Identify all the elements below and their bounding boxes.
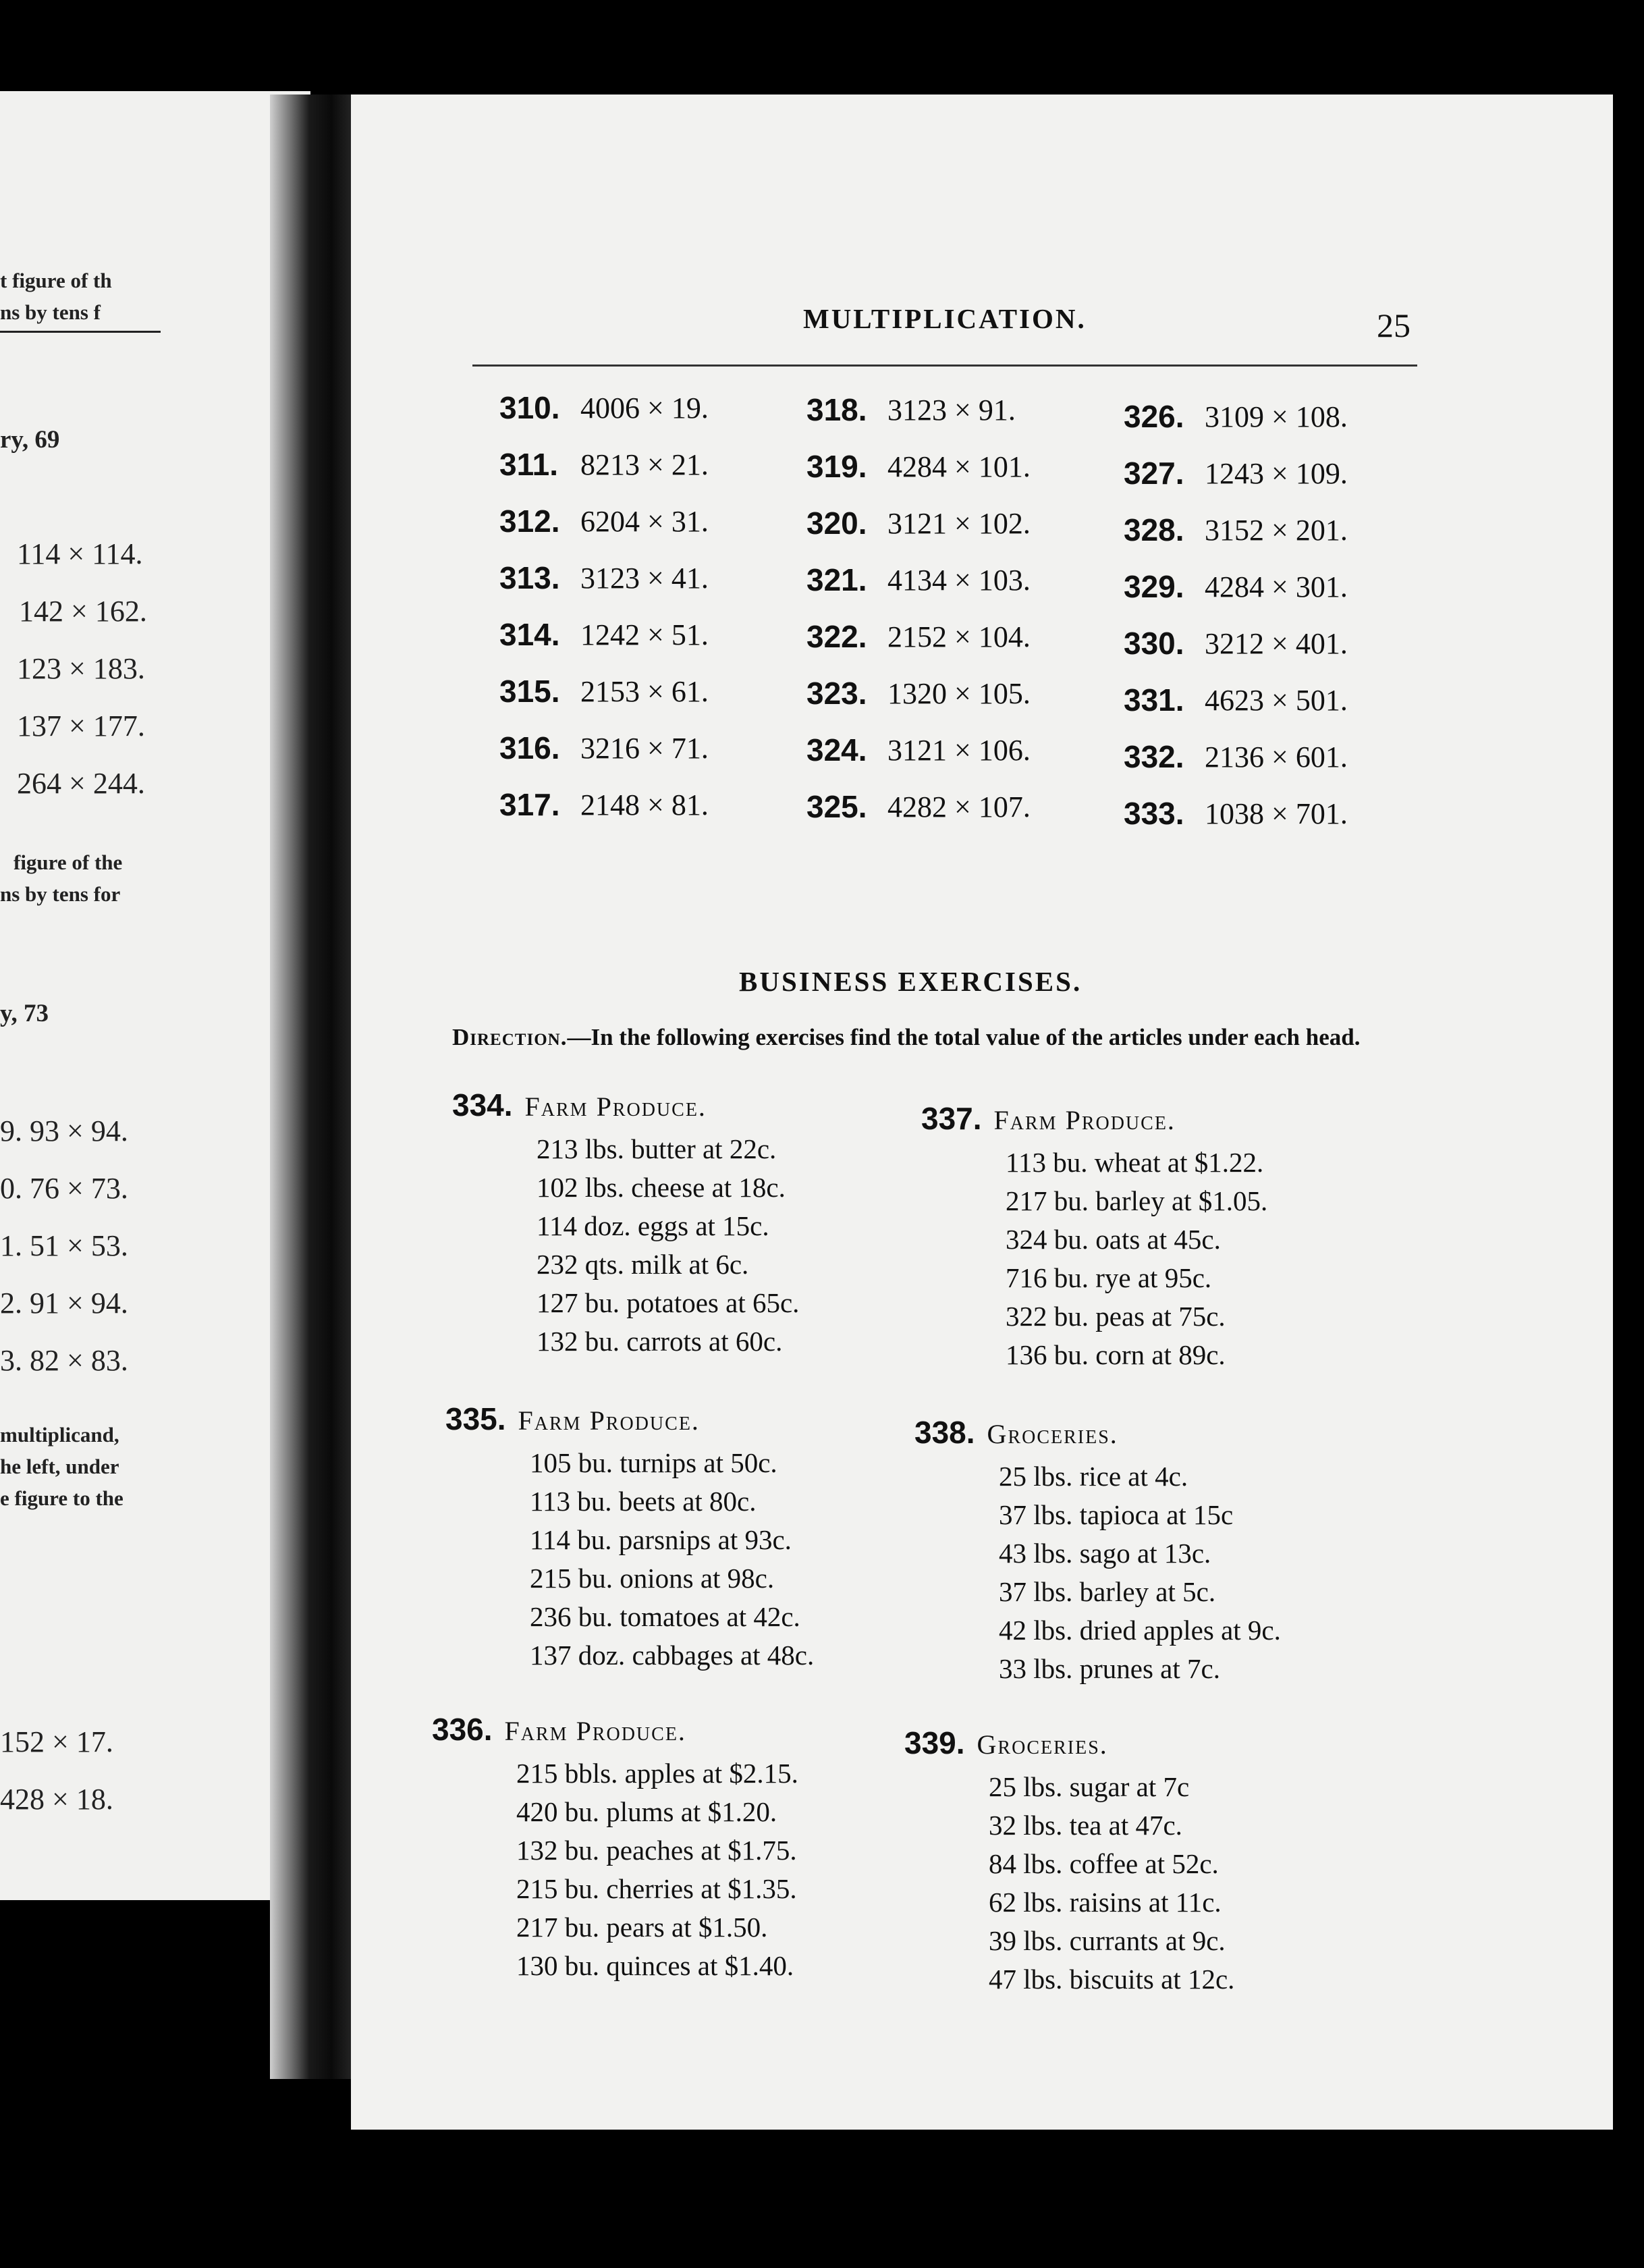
- header-rule: [472, 364, 1417, 367]
- problem-number: 313.: [499, 560, 560, 595]
- problem-expression: 2152 × 104.: [887, 620, 1031, 653]
- exercise-item: 232 qts. milk at 6c.: [537, 1249, 749, 1280]
- problem-item: [499, 549, 810, 606]
- problem-column-2: [806, 381, 1117, 835]
- exercise-item: 114 bu. parsnips at 93c.: [530, 1524, 792, 1555]
- exercise-339: [904, 1725, 1377, 1999]
- problem-expression: 4284 × 101.: [887, 450, 1031, 483]
- left-page-line: ry, 69: [0, 426, 60, 454]
- problem-number: 320.: [806, 506, 867, 541]
- exercise-item: 132 bu. carrots at 60c.: [537, 1326, 783, 1357]
- problem-number: 327.: [1124, 456, 1184, 491]
- exercise-item: 420 bu. plums at $1.20.: [516, 1796, 777, 1827]
- page-number: 25: [1377, 306, 1410, 344]
- problem-expression: 8213 × 21.: [580, 448, 709, 481]
- problem-item: [1124, 558, 1434, 615]
- exercise-item-list: [921, 1143, 1394, 1374]
- exercise-item: 102 lbs. cheese at 18c.: [537, 1172, 786, 1203]
- left-page-line: 264 × 244.: [17, 767, 145, 800]
- exercise-item: 33 lbs. prunes at 7c.: [999, 1653, 1220, 1684]
- exercise-item-list: [445, 1444, 918, 1675]
- exercise-heading: [445, 1401, 918, 1444]
- problem-expression: 4623 × 501.: [1205, 683, 1348, 717]
- problem-item: [1124, 445, 1434, 502]
- exercise-item: 105 bu. turnips at 50c.: [530, 1447, 777, 1478]
- left-page-line: y, 73: [0, 1000, 49, 1027]
- exercise-334: [452, 1087, 925, 1361]
- problem-item: [806, 551, 1117, 608]
- problem-item: [499, 493, 810, 549]
- exercise-item-list: [432, 1754, 904, 1985]
- problem-expression: 1243 × 109.: [1205, 456, 1348, 490]
- exercise-title: Farm Produce.: [524, 1091, 707, 1122]
- problem-item: [806, 438, 1117, 495]
- problem-item: [499, 379, 810, 436]
- exercise-number: 337.: [921, 1101, 982, 1136]
- exercise-item: 324 bu. oats at 45c.: [1006, 1224, 1221, 1255]
- left-page-line: 2. 91 × 94.: [0, 1287, 128, 1320]
- problem-number: 317.: [499, 787, 560, 822]
- exercise-item: 32 lbs. tea at 47c.: [989, 1810, 1182, 1841]
- problem-item: [806, 665, 1117, 722]
- exercise-item: 43 lbs. sago at 13c.: [999, 1538, 1211, 1569]
- exercise-item: 37 lbs. tapioca at 15c: [999, 1499, 1234, 1530]
- exercise-item: 213 lbs. butter at 22c.: [537, 1133, 777, 1164]
- problem-item: [499, 436, 810, 493]
- problem-item: [806, 495, 1117, 551]
- exercise-item: 25 lbs. sugar at 7c: [989, 1771, 1190, 1802]
- left-page-line: he left, under: [0, 1455, 119, 1478]
- exercise-number: 336.: [432, 1712, 493, 1747]
- problem-expression: 4006 × 19.: [580, 391, 709, 425]
- problem-number: 314.: [499, 617, 560, 652]
- exercise-number: 334.: [452, 1087, 513, 1123]
- exercise-item: 113 bu. wheat at $1.22.: [1006, 1147, 1264, 1178]
- book-gutter: [270, 94, 358, 2079]
- problem-expression: 6204 × 31.: [580, 504, 709, 538]
- problem-expression: 2153 × 61.: [580, 674, 709, 708]
- problem-item: [499, 720, 810, 776]
- problem-number: 323.: [806, 676, 867, 711]
- problem-expression: 3121 × 102.: [887, 506, 1031, 540]
- multiplication-problems: [499, 371, 1431, 945]
- exercise-item: 62 lbs. raisins at 11c.: [989, 1887, 1222, 1918]
- left-page-line: 152 × 17.: [0, 1725, 113, 1758]
- exercise-item: 84 lbs. coffee at 52c.: [989, 1848, 1219, 1879]
- left-page-line: 0. 76 × 73.: [0, 1172, 128, 1205]
- exercise-336: [432, 1711, 904, 1985]
- left-page-rule: [0, 331, 161, 333]
- left-page-line: e figure to the: [0, 1486, 124, 1510]
- left-page-line: figure of the: [13, 850, 123, 874]
- problem-expression: 3152 × 201.: [1205, 513, 1348, 547]
- left-page-line: 114 × 114.: [17, 537, 143, 570]
- problem-expression: 2148 × 81.: [580, 788, 709, 821]
- direction-label: Direction.: [452, 1024, 568, 1050]
- left-page-line: 142 × 162.: [19, 595, 147, 628]
- direction-paragraph: [452, 1023, 1424, 1052]
- problem-number: 324.: [806, 732, 867, 767]
- left-page-line: ns by tens f: [0, 300, 101, 324]
- problem-number: 315.: [499, 674, 560, 709]
- exercise-item: 132 bu. peaches at $1.75.: [516, 1835, 797, 1866]
- problem-number: 331.: [1124, 682, 1184, 718]
- left-facing-page: [0, 91, 310, 1900]
- problem-expression: 2136 × 601.: [1205, 740, 1348, 774]
- exercise-item: 136 bu. corn at 89c.: [1006, 1339, 1226, 1370]
- problem-number: 312.: [499, 504, 560, 539]
- problem-item: [1124, 502, 1434, 558]
- exercise-heading: [432, 1711, 904, 1754]
- exercise-item: 113 bu. beets at 80c.: [530, 1486, 757, 1517]
- problem-number: 328.: [1124, 512, 1184, 547]
- problem-number: 332.: [1124, 739, 1184, 774]
- exercise-number: 338.: [914, 1415, 975, 1450]
- exercise-title: Farm Produce.: [993, 1105, 1176, 1135]
- exercise-item: 716 bu. rye at 95c.: [1006, 1262, 1212, 1293]
- exercise-heading: [914, 1414, 1387, 1457]
- page-header-title: MULTIPLICATION.: [803, 303, 1087, 334]
- problem-number: 310.: [499, 390, 560, 425]
- left-page-line: 123 × 183.: [17, 652, 145, 685]
- problem-expression: 3123 × 91.: [887, 393, 1016, 427]
- exercise-item-list: [904, 1768, 1377, 1999]
- problem-expression: 3109 × 108.: [1205, 400, 1348, 433]
- exercise-item: 37 lbs. barley at 5c.: [999, 1576, 1216, 1607]
- problem-number: 321.: [806, 562, 867, 597]
- exercise-337: [921, 1100, 1394, 1374]
- exercise-338: [914, 1414, 1387, 1688]
- exercise-item-list: [452, 1130, 925, 1361]
- exercise-item: 127 bu. potatoes at 65c.: [537, 1287, 800, 1318]
- problem-item: [1124, 785, 1434, 842]
- exercise-item: 137 doz. cabbages at 48c.: [530, 1640, 815, 1671]
- business-exercises-title: BUSINESS EXERCISES.: [739, 966, 1083, 997]
- left-page-line: 9. 93 × 94.: [0, 1114, 128, 1148]
- exercise-title: Farm Produce.: [518, 1405, 700, 1436]
- problem-expression: 3216 × 71.: [580, 731, 709, 765]
- exercise-heading: [921, 1100, 1394, 1143]
- exercise-item-list: [914, 1457, 1387, 1688]
- problem-item: [1124, 672, 1434, 728]
- problem-expression: 3121 × 106.: [887, 733, 1031, 767]
- left-page-line: t figure of th: [0, 269, 112, 292]
- problem-item: [499, 606, 810, 663]
- exercise-number: 339.: [904, 1725, 965, 1760]
- left-page-line: 1. 51 × 53.: [0, 1229, 128, 1262]
- exercise-title: Groceries.: [977, 1729, 1108, 1760]
- exercise-heading: [904, 1725, 1377, 1768]
- exercise-item: 130 bu. quinces at $1.40.: [516, 1950, 794, 1981]
- problem-column-1: [499, 379, 810, 833]
- problem-number: 318.: [806, 392, 867, 427]
- problem-number: 319.: [806, 449, 867, 484]
- problem-expression: 1320 × 105.: [887, 676, 1031, 710]
- problem-item: [806, 722, 1117, 778]
- exercise-item: 25 lbs. rice at 4c.: [999, 1461, 1188, 1492]
- problem-expression: 4282 × 107.: [887, 790, 1031, 824]
- problem-item: [499, 776, 810, 833]
- problem-number: 330.: [1124, 626, 1184, 661]
- problem-expression: 4284 × 301.: [1205, 570, 1348, 603]
- problem-number: 325.: [806, 789, 867, 824]
- exercise-item: 42 lbs. dried apples at 9c.: [999, 1615, 1281, 1646]
- exercise-item: 215 bbls. apples at $2.15.: [516, 1758, 798, 1789]
- exercise-number: 335.: [445, 1401, 506, 1436]
- problem-item: [1124, 615, 1434, 672]
- problem-item: [1124, 388, 1434, 445]
- problem-number: 329.: [1124, 569, 1184, 604]
- problem-column-3: [1124, 388, 1434, 842]
- exercise-item: 236 bu. tomatoes at 42c.: [530, 1601, 800, 1632]
- problem-number: 326.: [1124, 399, 1184, 434]
- problem-item: [499, 663, 810, 720]
- exercise-item: 215 bu. cherries at $1.35.: [516, 1873, 797, 1904]
- left-page-line: multiplicand,: [0, 1423, 119, 1447]
- exercise-item: 217 bu. pears at $1.50.: [516, 1912, 768, 1943]
- exercise-335: [445, 1401, 918, 1675]
- problem-item: [806, 778, 1117, 835]
- problem-number: 316.: [499, 730, 560, 765]
- problem-expression: 1242 × 51.: [580, 618, 709, 651]
- problem-expression: 1038 × 701.: [1205, 796, 1348, 830]
- exercise-title: Farm Produce.: [504, 1716, 686, 1746]
- left-page-line: 428 × 18.: [0, 1783, 113, 1816]
- problem-expression: 3123 × 41.: [580, 561, 709, 595]
- exercise-item: 322 bu. peas at 75c.: [1006, 1301, 1226, 1332]
- problem-number: 333.: [1124, 796, 1184, 831]
- direction-text: —In the following exercises find the total value of the articles under each head.: [567, 1024, 1361, 1050]
- left-page-line: ns by tens for: [0, 882, 121, 906]
- problem-number: 322.: [806, 619, 867, 654]
- exercise-item: 39 lbs. currants at 9c.: [989, 1925, 1226, 1956]
- problem-expression: 4134 × 103.: [887, 563, 1031, 597]
- exercise-item: 217 bu. barley at $1.05.: [1006, 1185, 1268, 1216]
- book-page: [351, 94, 1613, 2130]
- problem-expression: 3212 × 401.: [1205, 626, 1348, 660]
- problem-item: [1124, 728, 1434, 785]
- exercise-item: 114 doz. eggs at 15c.: [537, 1210, 769, 1241]
- left-page-line: 137 × 177.: [17, 709, 145, 742]
- problem-item: [806, 608, 1117, 665]
- left-page-line: 3. 82 × 83.: [0, 1344, 128, 1377]
- exercise-item: 215 bu. onions at 98c.: [530, 1563, 775, 1594]
- exercise-title: Groceries.: [987, 1419, 1118, 1449]
- exercise-heading: [452, 1087, 925, 1130]
- exercise-item: 47 lbs. biscuits at 12c.: [989, 1964, 1235, 1995]
- problem-item: [806, 381, 1117, 438]
- problem-number: 311.: [499, 447, 558, 482]
